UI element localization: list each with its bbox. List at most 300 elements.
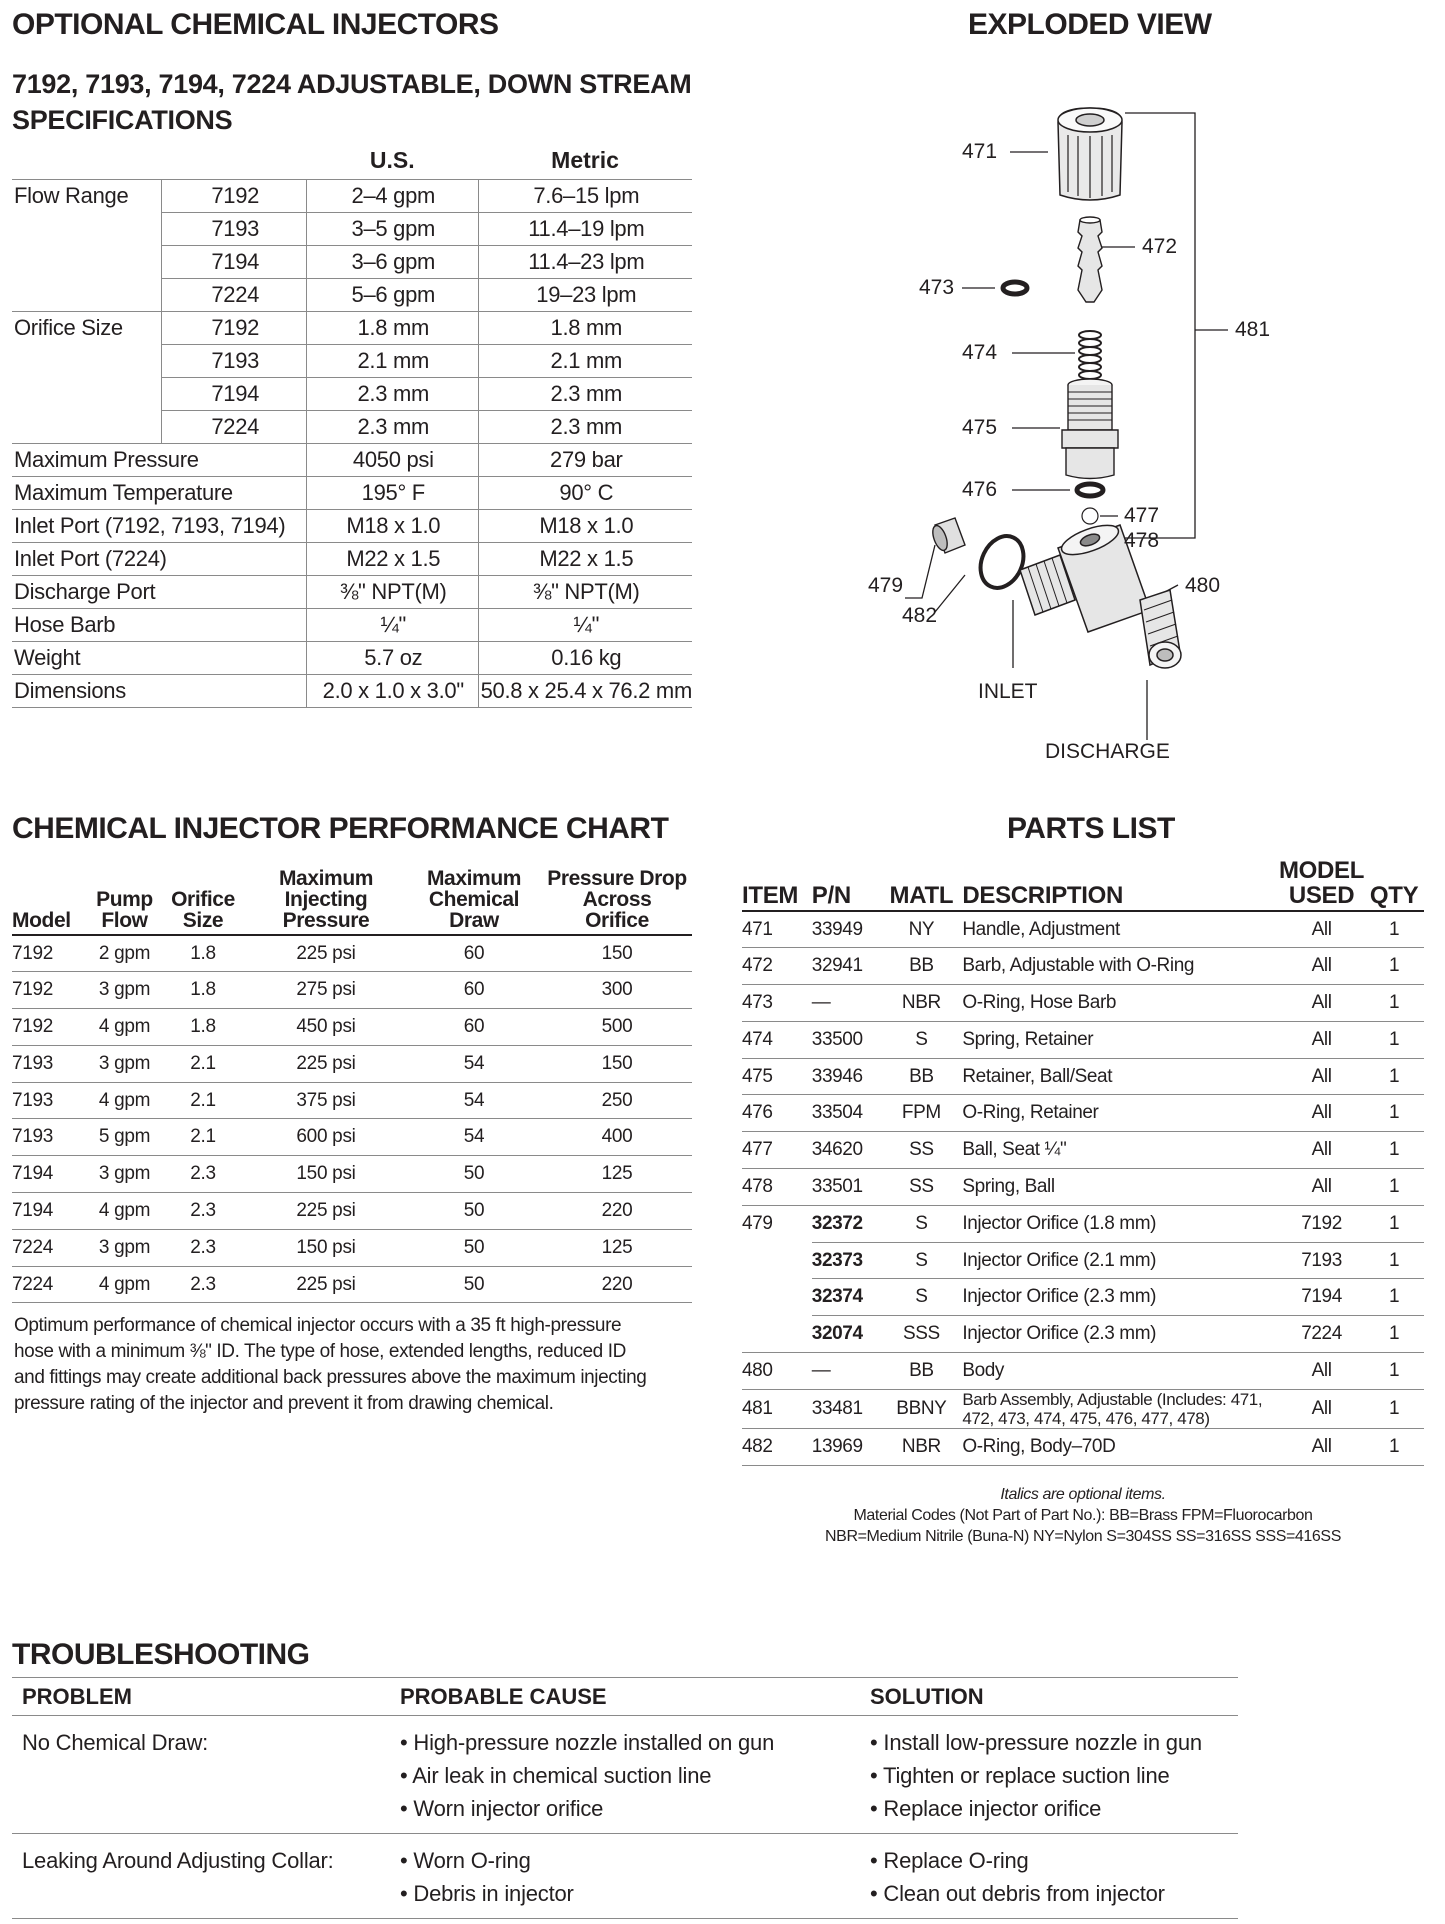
part-material: BBNY [886, 1389, 956, 1428]
spec-label: Dimensions [12, 674, 306, 707]
perf-model: 7193 [12, 1082, 89, 1119]
part-description: Injector Orifice (2.3 mm) [956, 1279, 1279, 1316]
perf-pump-flow: 3 gpm [89, 1229, 160, 1266]
part-model-used: All [1279, 1058, 1364, 1095]
part-item: 475 [742, 1058, 812, 1095]
spec-model: 7194 [162, 377, 306, 410]
spec-us: 4050 psi [306, 443, 478, 476]
parts-row [742, 1279, 1424, 1316]
ts-solutions [860, 1834, 1238, 1919]
perf-orifice-size: 1.8 [160, 935, 246, 972]
spec-metric: 50.8 x 25.4 x 76.2 mm [478, 674, 692, 707]
spec-us: ¼" [306, 608, 478, 641]
spec-us: M18 x 1.0 [306, 509, 478, 542]
inlet-label: INLET [978, 680, 1038, 703]
part-description: Injector Orifice (2.1 mm) [956, 1242, 1279, 1279]
callout-472: 472 [1142, 235, 1178, 258]
perf-pressure-drop: 125 [542, 1156, 692, 1193]
handle-471 [1058, 108, 1122, 200]
col-max-draw: Maximum Chemical Draw [406, 868, 542, 935]
part-material: S [886, 1021, 956, 1058]
perf-orifice-size: 1.8 [160, 1009, 246, 1046]
oring-473 [1003, 282, 1027, 294]
spec-metric: 279 bar [478, 443, 692, 476]
col-us: U.S. [306, 143, 478, 179]
perf-model: 7192 [12, 972, 89, 1009]
perf-pump-flow: 4 gpm [89, 1266, 160, 1303]
parts-row [742, 1021, 1424, 1058]
perf-orifice-size: 2.3 [160, 1229, 246, 1266]
perf-orifice-size: 2.1 [160, 1082, 246, 1119]
part-description: Injector Orifice (1.8 mm) [956, 1205, 1279, 1242]
ts-cause-list [400, 1726, 860, 1825]
perf-orifice-size: 1.8 [160, 972, 246, 1009]
material-codes-line: NBR=Medium Nitrile (Buna-N) NY=Nylon S=304SS SS=316SS SSS=416SS [825, 1528, 1341, 1545]
troubleshooting-row [12, 1716, 1238, 1834]
spec-metric: 2.3 mm [478, 377, 692, 410]
part-qty: 1 [1364, 1132, 1424, 1169]
part-item: 474 [742, 1021, 812, 1058]
spec-label: Inlet Port (7224) [12, 542, 306, 575]
performance-note [14, 1313, 694, 1417]
performance-row [12, 1045, 692, 1082]
part-qty: 1 [1364, 1428, 1424, 1465]
part-qty: 1 [1364, 1242, 1424, 1279]
part-number: — [812, 985, 887, 1022]
troubleshooting-title: TROUBLESHOOTING [12, 1638, 310, 1671]
part-description: O-Ring, Body–70D [956, 1428, 1279, 1465]
perf-orifice-size: 2.3 [160, 1156, 246, 1193]
part-number: 32373 [812, 1242, 887, 1279]
orifice-size-label: Orifice Size [14, 314, 123, 340]
part-material: NBR [886, 985, 956, 1022]
parts-row [742, 1095, 1424, 1132]
spec-us: 5.7 oz [306, 641, 478, 674]
spec-us: 3–5 gpm [306, 212, 478, 245]
perf-model: 7193 [12, 1119, 89, 1156]
spec-row [12, 542, 692, 575]
troubleshooting-table [12, 1677, 1238, 1919]
spec-row [12, 377, 692, 410]
perf-orifice-size: 2.1 [160, 1119, 246, 1156]
performance-row [12, 935, 692, 972]
col-max-injecting: Maximum Injecting Pressure [246, 868, 406, 935]
ts-solution: • Install low-pressure nozzle in gun [870, 1726, 1238, 1759]
part-item: 473 [742, 985, 812, 1022]
perf-pressure-drop: 500 [542, 1009, 692, 1046]
performance-row [12, 1082, 692, 1119]
col-qty: QTY [1364, 858, 1424, 911]
perf-max-pressure: 225 psi [246, 1193, 406, 1230]
parts-table [742, 858, 1424, 1466]
spec-metric: M22 x 1.5 [478, 542, 692, 575]
spec-model: 7224 [162, 278, 306, 311]
spec-row [12, 179, 692, 212]
oring-476 [1077, 484, 1103, 496]
part-qty: 1 [1364, 1058, 1424, 1095]
part-item: 476 [742, 1095, 812, 1132]
part-material: BB [886, 948, 956, 985]
ts-causes [390, 1834, 860, 1919]
part-item [742, 1242, 812, 1279]
troubleshooting-row [12, 1834, 1238, 1919]
spec-model: 7193 [162, 344, 306, 377]
part-qty: 1 [1364, 1169, 1424, 1206]
models-heading [12, 66, 691, 138]
perf-orifice-size: 2.3 [160, 1266, 246, 1303]
ball-477 [1082, 508, 1098, 524]
col-item: ITEM [742, 858, 812, 911]
part-description: Spring, Retainer [956, 1021, 1279, 1058]
spec-model: 7192 [162, 311, 306, 344]
part-item: 481 [742, 1389, 812, 1428]
note-line: Optimum performance of chemical injector occurs with a 35 ft high-pressure [14, 1315, 622, 1336]
part-model-used: 7193 [1279, 1242, 1364, 1279]
spec-metric: 2.1 mm [478, 344, 692, 377]
col-pn: P/N [812, 858, 887, 911]
spec-us: 2.3 mm [306, 410, 478, 443]
spec-metric: ¼" [478, 608, 692, 641]
part-item: 479 [742, 1213, 773, 1235]
perf-max-pressure: 225 psi [246, 1266, 406, 1303]
spec-metric: 2.3 mm [478, 410, 692, 443]
col-solution: SOLUTION [860, 1678, 1238, 1716]
part-model-used: All [1279, 1428, 1364, 1465]
col-pressure-drop: Pressure Drop Across Orifice [542, 868, 692, 935]
part-item: 472 [742, 948, 812, 985]
part-model-used: All [1279, 1132, 1364, 1169]
spec-row [12, 509, 692, 542]
spec-label: Maximum Temperature [12, 476, 306, 509]
part-model-used: All [1279, 1095, 1364, 1132]
part-item [742, 1316, 812, 1353]
perf-pump-flow: 3 gpm [89, 1156, 160, 1193]
spec-us: 2–4 gpm [306, 179, 478, 212]
performance-table [12, 868, 692, 1303]
spec-label: Inlet Port (7192, 7193, 7194) [12, 509, 306, 542]
part-number: 33946 [812, 1058, 887, 1095]
part-number: 33481 [812, 1389, 887, 1428]
spec-us: 1.8 mm [306, 311, 478, 344]
perf-max-pressure: 375 psi [246, 1082, 406, 1119]
part-model-used: 7224 [1279, 1316, 1364, 1353]
callout-477: 477 [1124, 504, 1160, 527]
part-qty: 1 [1364, 1353, 1424, 1390]
part-description-line: Barb Assembly, Adjustable (Includes: 471, [962, 1389, 1263, 1409]
col-metric: Metric [478, 143, 692, 179]
perf-pressure-drop: 150 [542, 1045, 692, 1082]
parts-row [742, 1205, 1424, 1242]
spec-row [12, 575, 692, 608]
spec-model: 7193 [162, 212, 306, 245]
perf-pump-flow: 2 gpm [89, 935, 160, 972]
injector-orifice-479 [930, 518, 965, 553]
perf-max-draw: 50 [406, 1229, 542, 1266]
ts-solution-list [870, 1726, 1238, 1825]
part-description-line: 472, 473, 474, 475, 476, 477, 478) [962, 1408, 1210, 1428]
col-orifice-size: Orifice Size [160, 868, 246, 935]
ts-causes [390, 1716, 860, 1834]
col-description: DESCRIPTION [956, 858, 1279, 911]
part-number: 32941 [812, 948, 887, 985]
part-qty: 1 [1364, 985, 1424, 1022]
part-material: BB [886, 1058, 956, 1095]
part-number: 34620 [812, 1132, 887, 1169]
part-qty: 1 [1364, 1316, 1424, 1353]
parts-row [742, 1058, 1424, 1095]
part-qty: 1 [1364, 911, 1424, 948]
perf-pressure-drop: 125 [542, 1229, 692, 1266]
material-codes-note [742, 1484, 1424, 1547]
parts-row [742, 1428, 1424, 1465]
spec-us: ⅜" NPT(M) [306, 575, 478, 608]
part-number: 33504 [812, 1095, 887, 1132]
parts-row [742, 1132, 1424, 1169]
spec-label: Discharge Port [12, 575, 306, 608]
callout-475: 475 [962, 416, 998, 439]
spec-us: 2.3 mm [306, 377, 478, 410]
perf-pressure-drop: 220 [542, 1193, 692, 1230]
ts-solution: • Tighten or replace suction line [870, 1759, 1238, 1792]
callout-482: 482 [902, 604, 938, 627]
spec-label: Weight [12, 641, 306, 674]
spec-row [12, 212, 692, 245]
performance-row [12, 972, 692, 1009]
spec-row [12, 278, 692, 311]
part-model-used: All [1279, 1353, 1364, 1390]
performance-row [12, 1193, 692, 1230]
perf-max-draw: 60 [406, 1009, 542, 1046]
callout-476: 476 [962, 478, 998, 501]
ts-cause-list [400, 1844, 860, 1910]
exploded-view-title: EXPLODED VIEW [968, 8, 1212, 41]
spec-metric: 19–23 lpm [478, 278, 692, 311]
part-number: 32372 [812, 1205, 887, 1242]
perf-pump-flow: 4 gpm [89, 1193, 160, 1230]
parts-row [742, 1316, 1424, 1353]
specifications-table [12, 143, 692, 708]
perf-max-draw: 54 [406, 1045, 542, 1082]
spec-row [12, 344, 692, 377]
page-title: OPTIONAL CHEMICAL INJECTORS [12, 8, 499, 41]
ts-cause: • Debris in injector [400, 1877, 860, 1910]
performance-row [12, 1266, 692, 1303]
spec-metric: M18 x 1.0 [478, 509, 692, 542]
perf-model: 7194 [12, 1156, 89, 1193]
spec-metric: ⅜" NPT(M) [478, 575, 692, 608]
spec-us: M22 x 1.5 [306, 542, 478, 575]
performance-row [12, 1009, 692, 1046]
perf-orifice-size: 2.3 [160, 1193, 246, 1230]
ts-solution: • Clean out debris from injector [870, 1877, 1238, 1910]
parts-row [742, 948, 1424, 985]
perf-max-pressure: 225 psi [246, 935, 406, 972]
spec-us: 3–6 gpm [306, 245, 478, 278]
parts-row [742, 1353, 1424, 1390]
spec-row [12, 245, 692, 278]
part-material: S [886, 1279, 956, 1316]
callout-479: 479 [868, 574, 904, 597]
part-number: 33501 [812, 1169, 887, 1206]
spec-us: 2.0 x 1.0 x 3.0" [306, 674, 478, 707]
note-line: and fittings may create additional back pressures above the maximum injecting [14, 1367, 647, 1388]
part-material: S [886, 1205, 956, 1242]
part-material: SS [886, 1169, 956, 1206]
callout-473: 473 [919, 276, 955, 299]
spec-label: Maximum Pressure [12, 443, 306, 476]
perf-max-draw: 50 [406, 1193, 542, 1230]
part-item: 471 [742, 911, 812, 948]
oring-482 [972, 529, 1031, 595]
perf-max-draw: 60 [406, 972, 542, 1009]
performance-row [12, 1156, 692, 1193]
perf-pump-flow: 5 gpm [89, 1119, 160, 1156]
perf-max-pressure: 275 psi [246, 972, 406, 1009]
part-model-used: 7194 [1279, 1279, 1364, 1316]
models-heading-line1: 7192, 7193, 7194, 7224 ADJUSTABLE, DOWN STREAM [12, 69, 692, 99]
part-number: 32074 [812, 1316, 887, 1353]
part-number: — [812, 1353, 887, 1390]
spec-metric: 11.4–19 lpm [478, 212, 692, 245]
perf-pressure-drop: 220 [542, 1266, 692, 1303]
part-description: O-Ring, Retainer [956, 1095, 1279, 1132]
spec-metric: 90° C [478, 476, 692, 509]
part-model-used: All [1279, 1389, 1364, 1428]
col-probable-cause: PROBABLE CAUSE [390, 1678, 860, 1716]
part-model-used: All [1279, 1169, 1364, 1206]
perf-pump-flow: 4 gpm [89, 1082, 160, 1119]
callout-474: 474 [962, 341, 998, 364]
part-description: Handle, Adjustment [956, 911, 1279, 948]
perf-model: 7193 [12, 1045, 89, 1082]
retainer-475 [1062, 379, 1118, 479]
part-item: 477 [742, 1132, 812, 1169]
part-item [742, 1279, 812, 1316]
spec-row [12, 641, 692, 674]
col-pump-flow: Pump Flow [89, 868, 160, 935]
performance-row [12, 1229, 692, 1266]
perf-pump-flow: 3 gpm [89, 972, 160, 1009]
spec-label: Hose Barb [12, 608, 306, 641]
parts-row [742, 1169, 1424, 1206]
barb-472 [1078, 217, 1102, 302]
callout-471: 471 [962, 140, 998, 163]
ts-solution: • Replace O-ring [870, 1844, 1238, 1877]
perf-pressure-drop: 250 [542, 1082, 692, 1119]
note-line: hose with a minimum ⅜" ID. The type of hose, extended lengths, reduced ID [14, 1341, 626, 1362]
spring-474 [1079, 331, 1101, 379]
perf-max-pressure: 600 psi [246, 1119, 406, 1156]
part-description: Body [956, 1353, 1279, 1390]
ts-solutions [860, 1716, 1238, 1834]
spec-row [12, 476, 692, 509]
perf-max-pressure: 150 psi [246, 1229, 406, 1266]
flow-range-label: Flow Range [14, 182, 129, 208]
perf-model: 7224 [12, 1229, 89, 1266]
parts-row [742, 1389, 1424, 1428]
part-item: 482 [742, 1428, 812, 1465]
ts-problem: Leaking Around Adjusting Collar: [12, 1834, 390, 1919]
callout-478: 478 [1124, 529, 1160, 552]
spec-row [12, 443, 692, 476]
part-description: Spring, Ball [956, 1169, 1279, 1206]
perf-max-draw: 50 [406, 1156, 542, 1193]
parts-list-title: PARTS LIST [1007, 812, 1175, 845]
part-item: 480 [742, 1353, 812, 1390]
part-item: 478 [742, 1169, 812, 1206]
part-qty: 1 [1364, 1389, 1424, 1428]
part-model-used: All [1279, 985, 1364, 1022]
spec-row [12, 311, 692, 344]
spec-row [12, 674, 692, 707]
spec-metric: 7.6–15 lpm [478, 179, 692, 212]
perf-model: 7224 [12, 1266, 89, 1303]
part-material: BB [886, 1353, 956, 1390]
parts-row [742, 985, 1424, 1022]
exploded-view-diagram [850, 100, 1270, 780]
spec-us: 195° F [306, 476, 478, 509]
spec-us: 5–6 gpm [306, 278, 478, 311]
part-material: NBR [886, 1428, 956, 1465]
col-matl: MATL [886, 858, 956, 911]
spec-metric: 1.8 mm [478, 311, 692, 344]
perf-pressure-drop: 400 [542, 1119, 692, 1156]
part-description: O-Ring, Hose Barb [956, 985, 1279, 1022]
part-material: SS [886, 1132, 956, 1169]
part-description [956, 1389, 1279, 1428]
ts-problem: No Chemical Draw: [12, 1716, 390, 1834]
ts-cause: • Air leak in chemical suction line [400, 1759, 860, 1792]
part-description: Injector Orifice (2.3 mm) [956, 1316, 1279, 1353]
ts-cause: • Worn O-ring [400, 1844, 860, 1877]
part-number: 33500 [812, 1021, 887, 1058]
spec-row [12, 608, 692, 641]
perf-max-pressure: 150 psi [246, 1156, 406, 1193]
col-model-used: MODEL USED [1278, 857, 1365, 909]
perf-pump-flow: 4 gpm [89, 1009, 160, 1046]
part-number: 33949 [812, 911, 887, 948]
perf-max-draw: 54 [406, 1119, 542, 1156]
part-model-used: All [1279, 1021, 1364, 1058]
models-heading-line2: SPECIFICATIONS [12, 105, 233, 135]
spec-model: 7192 [162, 179, 306, 212]
perf-orifice-size: 2.1 [160, 1045, 246, 1082]
col-model: Model [12, 868, 89, 935]
spec-metric: 11.4–23 lpm [478, 245, 692, 278]
part-material: S [886, 1242, 956, 1279]
part-model-used: All [1279, 948, 1364, 985]
performance-row [12, 1119, 692, 1156]
ts-solution: • Replace injector orifice [870, 1792, 1238, 1825]
perf-max-draw: 50 [406, 1266, 542, 1303]
spec-model: 7224 [162, 410, 306, 443]
part-qty: 1 [1364, 1205, 1424, 1242]
perf-max-pressure: 450 psi [246, 1009, 406, 1046]
spec-row [12, 410, 692, 443]
parts-row [742, 1242, 1424, 1279]
perf-pump-flow: 3 gpm [89, 1045, 160, 1082]
italics-note: Italics are optional items. [1000, 1486, 1166, 1503]
part-qty: 1 [1364, 1095, 1424, 1132]
parts-row [742, 911, 1424, 948]
part-qty: 1 [1364, 1021, 1424, 1058]
part-description: Barb, Adjustable with O-Ring [956, 948, 1279, 985]
performance-title: CHEMICAL INJECTOR PERFORMANCE CHART [12, 812, 669, 845]
discharge-label: DISCHARGE [1045, 740, 1170, 763]
part-description: Ball, Seat ¼" [956, 1132, 1279, 1169]
perf-pressure-drop: 150 [542, 935, 692, 972]
perf-model: 7192 [12, 935, 89, 972]
